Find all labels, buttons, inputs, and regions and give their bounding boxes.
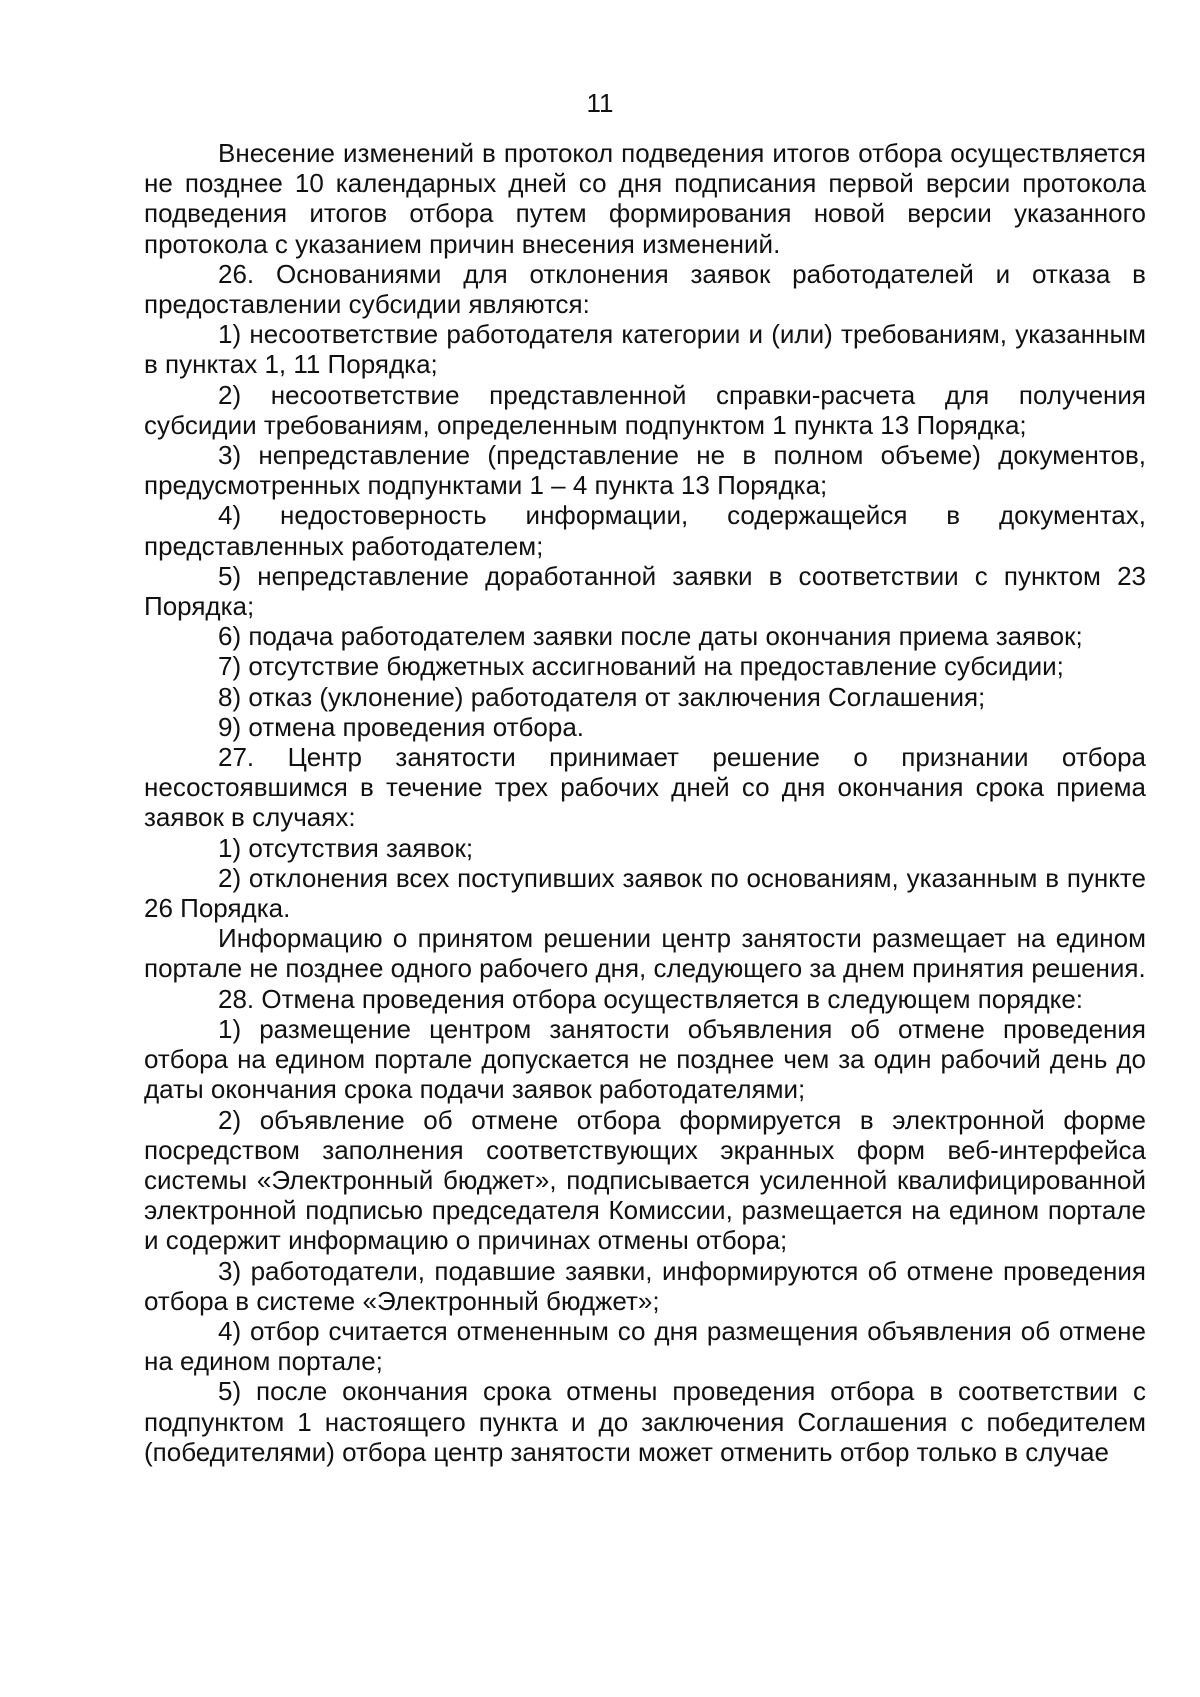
paragraph-amendments: Внесение изменений в протокол подведения итогов отбора осуществляется не позднее 10 календарных дней со дня подписания первой версии протокола подведения итогов отбора путем формирования новой версии указанного протокола с указанием причин внесения изменений. xyxy=(144,138,1146,259)
clause-27-item-1: 1) отсутствия заявок; xyxy=(218,832,474,863)
clause-28-item-2: 2) объявление об отмене отбора формируется в электронной форме посредством заполнения соответствующих экранных форм веб-интерфейса системы «Электронный бюджет», подписывается усиленной квалифицированной электронной подписью председателя Комиссии, размещается на едином портале и содержит информацию о причинах отмены отбора; xyxy=(144,1104,1146,1256)
clause-28-item-1: 1) размещение центром занятости объявления об отмене проведения отбора на едином портале допускается не позднее чем за один рабочий день до даты окончания срока подачи заявок работодателями; xyxy=(144,1013,1146,1105)
clause-27-heading: 27. Центр занятости принимает решение о признании отбора несостоявшимся в течение трех рабочих дней со дня окончания срока приема заявок в случаях: xyxy=(144,742,1146,833)
clause-28-item-4: 4) отбор считается отмененным со дня размещения объявления об отмене на едином портале; xyxy=(144,1315,1146,1377)
clause-26-item-5: 5) непредставление доработанной заявки в соответствии с пунктом 23 Порядка; xyxy=(144,560,1146,622)
page-number: 11 xyxy=(586,88,614,118)
clause-26-item-7: 7) отсутствие бюджетных ассигнований на предоставление субсидии; xyxy=(218,651,1064,682)
clause-26-item-3: 3) непредставление (представление не в полном объеме) документов, предусмотренных подпунктами 1 – 4 пункта 13 Порядка; xyxy=(144,440,1146,501)
clause-26-item-8: 8) отказ (уклонение) работодателя от заключения Соглашения; xyxy=(218,681,986,712)
clause-26-item-6: 6) подача работодателем заявки после даты окончания приема заявок; xyxy=(218,621,1083,652)
clause-26-heading: 26. Основаниями для отклонения заявок работодателей и отказа в предоставлении субсидии являются: xyxy=(144,258,1146,320)
clause-26-item-2: 2) несоответствие представленной справки-расчета для получения субсидии требованиям, определенным подпунктом 1 пункта 13 Порядка; xyxy=(144,379,1146,440)
clause-28-item-3: 3) работодатели, подавшие заявки, информируются об отмене проведения отбора в системе «Электронный бюджет»; xyxy=(144,1255,1146,1316)
clause-26-item-9: 9) отмена проведения отбора. xyxy=(218,711,585,742)
clause-27-item-2: 2) отклонения всех поступивших заявок по основаниям, указанным в пункте 26 Порядка. xyxy=(144,862,1146,924)
clause-26-item-1: 1) несоответствие работодателя категории и (или) требованиям, указанным в пунктах 1, 11 Порядка; xyxy=(144,319,1146,380)
clause-26-item-4: 4) недостоверность информации, содержащейся в документах, представленных работодателем; xyxy=(144,500,1146,561)
clause-28-item-5: 5) после окончания срока отмены проведения отбора в соответствии с подпунктом 1 настоящего пункта и до заключения Соглашения с победителем (победителями) отбора центр занятости может отменить отбор только в случае xyxy=(144,1376,1146,1467)
clause-27-info: Информацию о принятом решении центр занятости размещает на едином портале не позднее одного рабочего дня, следующего за днем принятия решения. xyxy=(144,923,1146,984)
clause-28-heading: 28. Отмена проведения отбора осуществляется в следующем порядке: xyxy=(218,983,1084,1014)
document-body xyxy=(144,138,1146,1467)
